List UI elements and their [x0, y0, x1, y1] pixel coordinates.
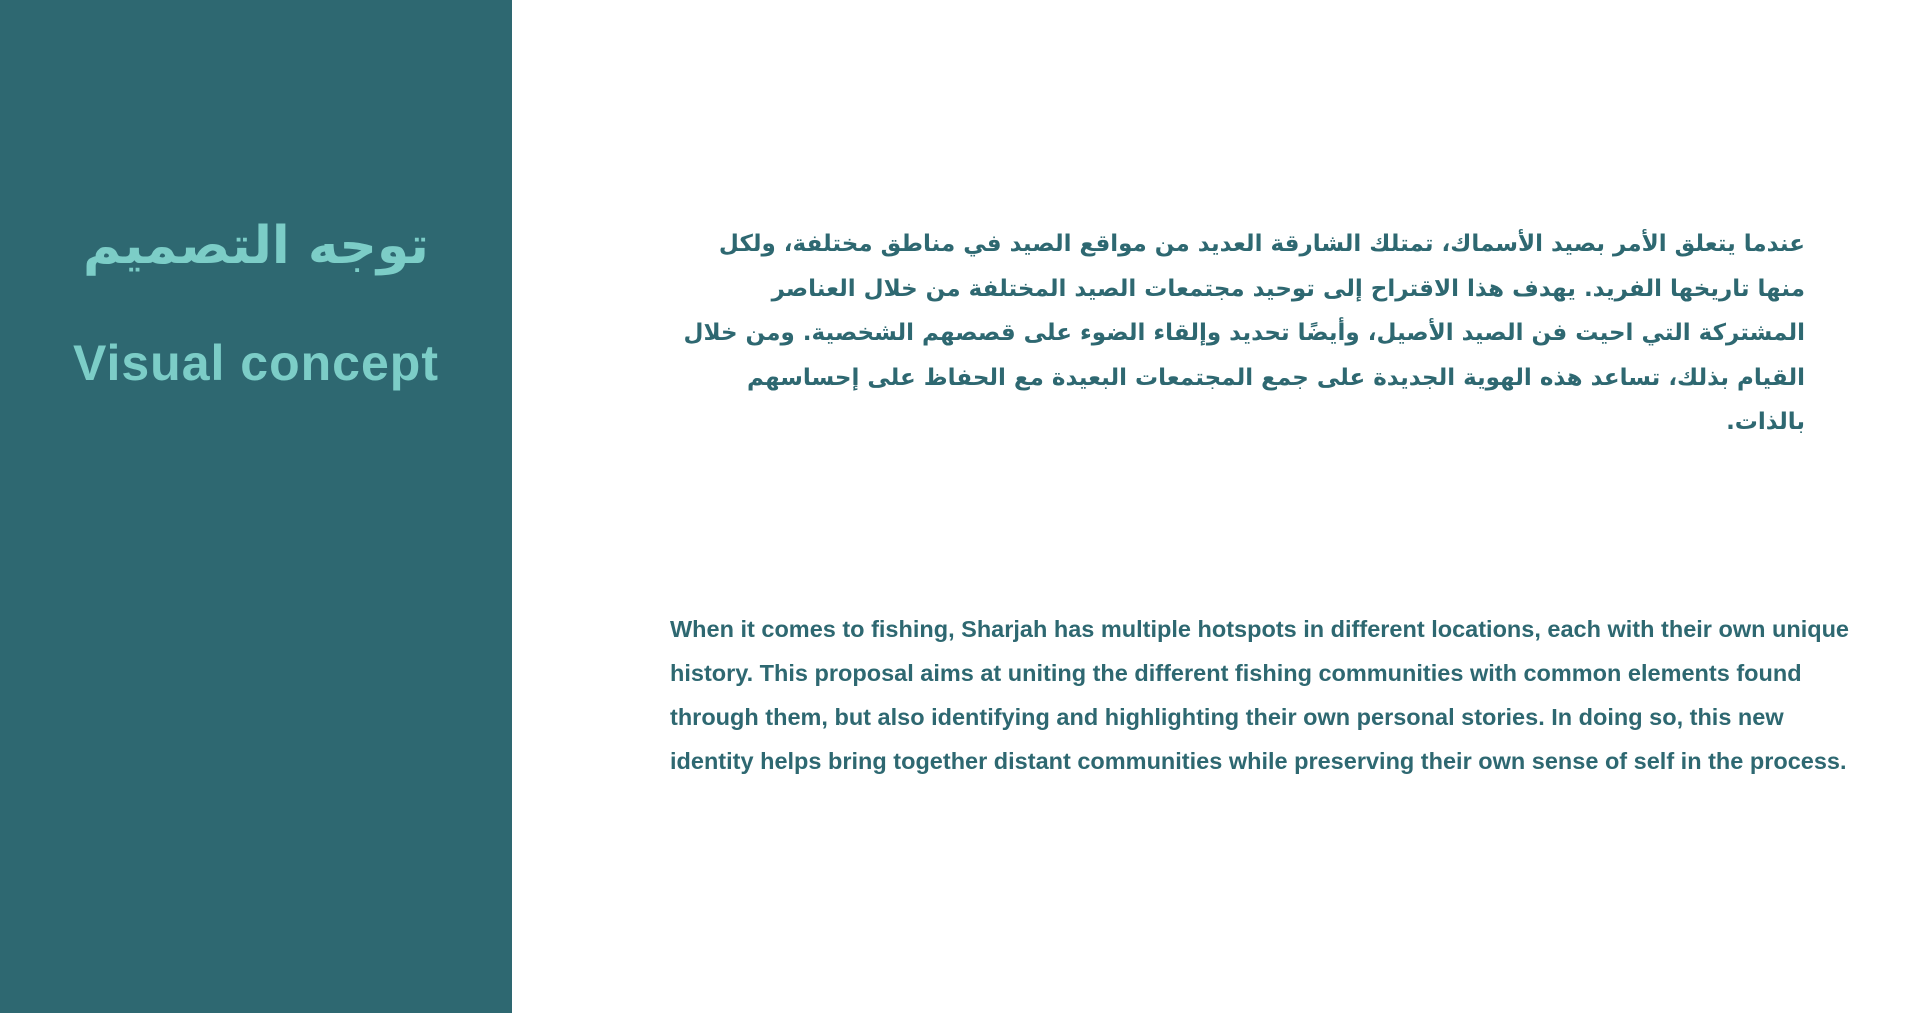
paragraph-english: When it comes to fishing, Sharjah has multiple hotspots in different locations, each with their own unique history. This proposal aims at uniting the different fishing communities with common elements found through them, but also identifying and highlighting their own personal stories. In doing so, this new identity helps bring together distant communities while preserving their own sense of self in the process. — [670, 616, 1850, 774]
title-arabic: توجه التصميم — [83, 216, 429, 276]
title-english: Visual concept — [73, 335, 439, 391]
paragraph-arabic: عندما يتعلق الأمر بصيد الأسماك، تمتلك الشارقة العديد من مواقع الصيد في مناطق مختلفة، ولكل منها تاريخها الفريد. يهدف هذا الاقتراح إلى توحيد مجتمعات الصيد المختلفة من خلال العناصر المشتركة التي احيت فن الصيد الأصيل، وأيضًا تحديد وإلقاء الضوء على قصصهم الشخصية. ومن خلال القيام بذلك، تساعد هذه الهوية الجديدة على جمع المجتمعات البعيدة مع الحفاظ على إحساسهم بالذات. — [683, 231, 1805, 435]
sidebar-panel — [0, 0, 512, 1013]
